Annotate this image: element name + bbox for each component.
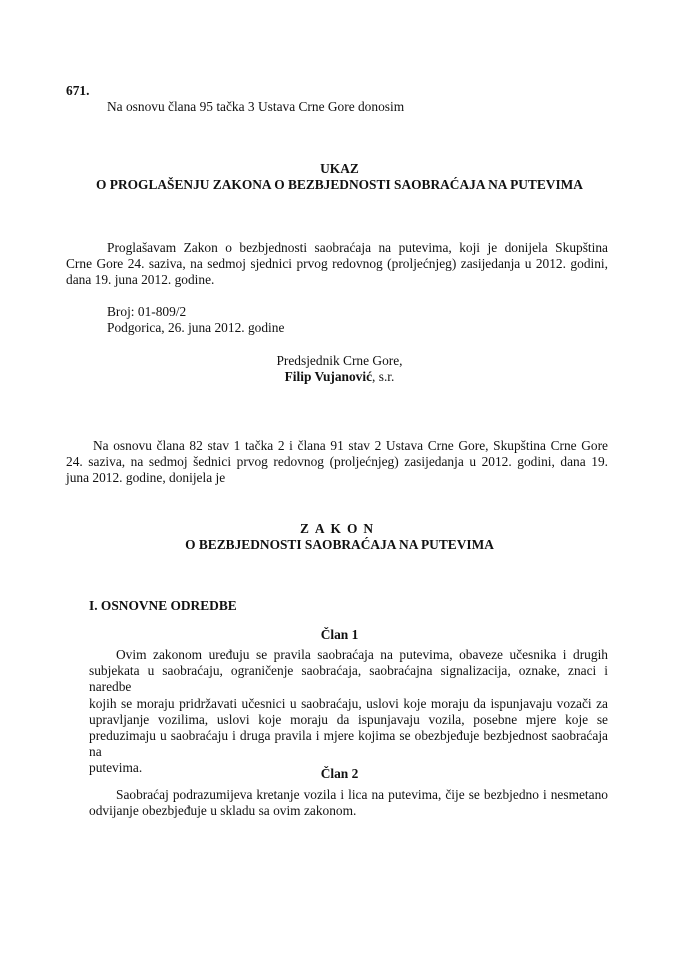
clan2-line: Saobraćaj podrazumijeva kretanje vozila i lica na putevima, čije se bezbjedno i nesmetano [116,787,608,802]
clan1-line: subjekata u saobraćaju, ograničenje saobraćaja, saobraćajna signalizacija, oznake, znaci i naredbe [89,663,608,695]
signer-suffix: , s.r. [372,369,395,384]
ukaz-body [66,240,608,289]
clan1-line: kojih se moraju pridržavati učesnici u saobraćaju, uslovi koje moraju da ispunjavaju vozači za [89,695,608,711]
place-date: Podgorica, 26. juna 2012. godine [107,320,285,335]
clan1-line: Ovim zakonom uređuju se pravila saobraćaja na putevima, obaveze učesnika i drugih [116,647,608,662]
legal-basis [66,438,608,487]
ukaz-body-line: Crne Gore 24. saziva, na sedmoj sjednici prvog redovnog (proljećnjeg) zasijedanja u 2012. godini, [66,256,608,272]
clan2-body [89,787,608,819]
broj-reference: Broj: 01-809/2 [107,304,187,319]
clan1-heading: Član 1 [320,627,359,642]
ukaz-title: UKAZ [320,161,359,176]
signer-line [0,369,679,385]
basis-line: juna 2012. godine, donijela je [66,470,226,486]
clan1-line: preduzimaju u saobraćaju i druga pravila i mjere kojima se obezbjeđuje bezbjednost saobraćaja na [89,728,608,760]
ukaz-subtitle: O PROGLAŠENJU ZAKONA O BEZBJEDNOSTI SAOBRAĆAJA NA PUTEVIMA [96,177,583,192]
ukaz-body-line: dana 19. juna 2012. godine. [66,272,215,288]
signer-title: Predsjednik Crne Gore, [276,353,403,368]
signer-name: Filip Vujanović [284,369,373,384]
preamble-text: Na osnovu člana 95 tačka 3 Ustava Crne Gore donosim [107,99,405,114]
zakon-title: ZAKON [299,521,380,536]
clan2-heading: Član 2 [320,766,359,781]
ukaz-body-line: Proglašavam Zakon o bezbjednosti saobraćaja na putevima, koji je donijela Skupština [107,240,608,255]
clan1-line: putevima. [89,760,143,776]
section-heading: I. OSNOVNE ODREDBE [89,598,237,613]
clan2-line: odvijanje obezbjeđuje u skladu sa ovim zakonom. [89,803,357,819]
clan1-body [89,647,608,777]
zakon-subtitle: O BEZBJEDNOSTI SAOBRAĆAJA NA PUTEVIMA [185,537,494,552]
basis-line: 24. saziva, na sedmoj šednici prvog redovnog (proljećnjeg) zasijedanja u 2012. godini, dana 19. [66,454,608,470]
clan1-line: upravljanje vozilima, uslovi koje moraju da ispunjavaju vozila, posebne mjere koje se [89,711,608,727]
act-number: 671. [66,83,90,98]
basis-line: Na osnovu člana 82 stav 1 tačka 2 i člana 91 stav 2 Ustava Crne Gore, Skupština Crne Gore [93,438,608,453]
